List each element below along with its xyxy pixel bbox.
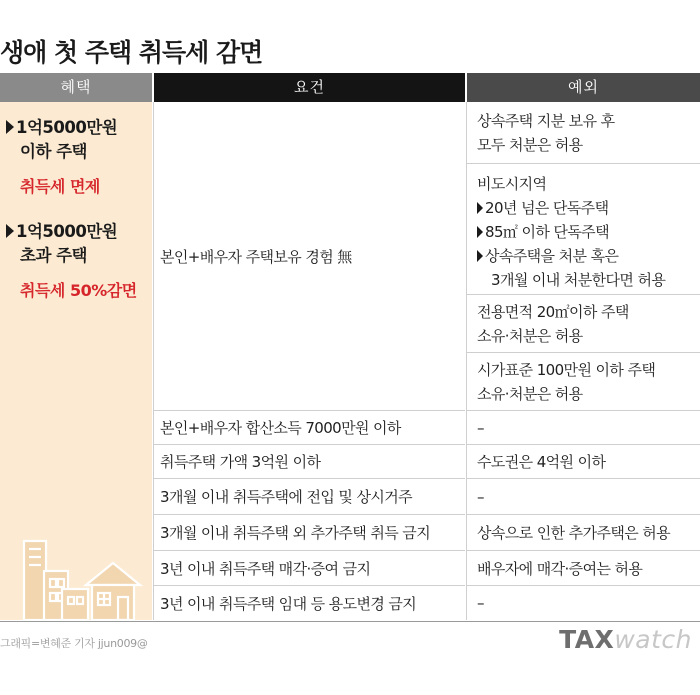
exception-row: 비도시지역 20년 넘은 단독주택 85㎡ 이하 단독주택 상속주택을 처분 혹은 3개월 이내 처분한다면 허용: [467, 164, 700, 295]
exception-row: 상속으로 인한 추가주택은 허용: [467, 515, 700, 551]
exception-row: –: [467, 411, 700, 445]
header-exceptions: 예외: [467, 73, 700, 102]
benefit-result-1: 취득세 면제: [20, 177, 100, 196]
requirement-row: 3년 이내 취득주택 임대 등 용도변경 금지: [160, 594, 417, 613]
requirement-row: 3개월 이내 취득주택 외 추가주택 취득 금지: [154, 515, 465, 551]
triangle-bullet-icon: [477, 250, 483, 262]
exception-row: 수도권은 4억원 이하: [467, 445, 700, 479]
requirement-row: 3개월 이내 취득주택에 전입 및 상시거주: [154, 479, 465, 515]
bottom-divider: [0, 621, 700, 622]
page-title: 생애 첫 주택 취득세 감면: [0, 38, 263, 67]
exception-row: 배우자에 매각·증여는 허용: [467, 551, 700, 586]
requirement-row: 본인+배우자 합산소득 7000만원 이하: [154, 411, 465, 445]
benefit-result-2: 취득세 50%감면: [20, 281, 137, 300]
exception-row: –: [467, 479, 700, 515]
requirement-row: 본인+배우자 주택보유 경험 無: [154, 102, 465, 411]
graphic-credit: 그래픽=변혜준 기자 jjun009@: [0, 637, 148, 650]
house-illustration-icon: [18, 535, 143, 620]
header-benefit: 혜택: [0, 73, 152, 102]
exception-row: 전용면적 20㎡이하 주택 소유·처분은 허용: [467, 295, 700, 353]
triangle-bullet-icon: [6, 120, 14, 134]
benefit-item-2: 1억5000만원 초과 주택: [6, 220, 117, 268]
requirement-row: 3년 이내 취득주택 매각·증여 금지: [154, 551, 465, 586]
triangle-bullet-icon: [477, 202, 483, 214]
benefit-column: [0, 102, 152, 620]
exception-row: –: [477, 594, 484, 612]
requirement-row: 취득주택 가액 3억원 이하: [154, 445, 465, 479]
header-requirements: 요건: [154, 73, 465, 102]
taxwatch-logo: TAXwatch: [559, 625, 692, 654]
benefit-item-1: 1억5000만원 이하 주택: [6, 116, 117, 164]
triangle-bullet-icon: [6, 224, 14, 238]
exception-row: 상속주택 지분 보유 후 모두 처분은 허용: [467, 102, 700, 164]
triangle-bullet-icon: [477, 226, 483, 238]
exception-row: 시가표준 100만원 이하 주택 소유·처분은 허용: [467, 353, 700, 411]
